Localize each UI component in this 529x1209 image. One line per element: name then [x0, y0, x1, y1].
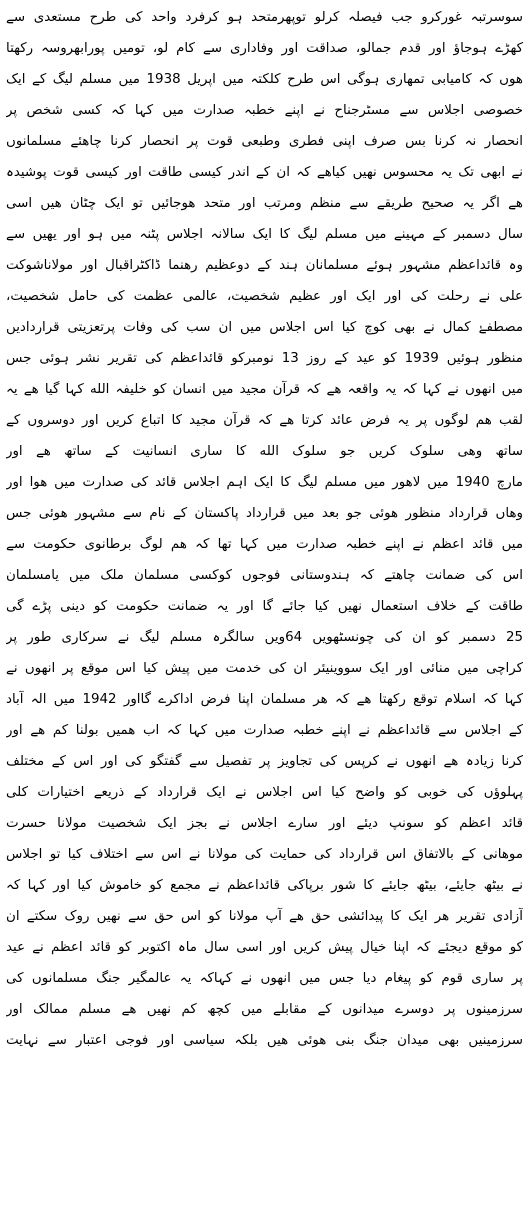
text-line: نے ابھی تک یہ محسوس نھیں کیاھے کہ ان کے اندر کیسی طاقت اور کیسی قوت پوشیدہ [6, 165, 523, 180]
text-line: وہ قائداعظم مشہور ہوئے مسلمانان ہند کے دوعظیم رھنما ڈاکٹراقبال اور مولاناشوکت [6, 258, 523, 273]
text-line: آزادی تقریر ھر ایک کا پیدائشی حق ھے آپ مولانا کو اس حق سے نھیں روک سکتے ان [6, 909, 523, 924]
text-line: موھانی کے بالاتفاق اس قرارداد کی حمایت کی مولانا نے اس سے اختلاف کیا تو اجلاس [6, 847, 523, 862]
text-line: کراچی میں منائی اور ایک سووینیئر ان کی خدمت میں پیش کیا اس موقع پر انھوں نے [6, 661, 523, 676]
text-line: ساتھ وھی سلوک کریں جو سلوک الله کا ساری انسانیت کے ساتھ ھے اور [6, 444, 523, 459]
text-line: نے بیٹھ جایئے، بیٹھ جایئے کا شور برپاکی قائداعظم نے مجمع کو خاموش کیا اور کہا کہ [6, 878, 523, 893]
text-line: کو موقع دیجئے کہ اپنا خیال پیش کریں اور اسی سال ماہ اکتوبر کو قائد اعظم نے عید [6, 940, 523, 955]
text-line: مارچ 1940 میں لاھور میں مسلم لیگ کا ایک اہم اجلاس قائد کی صدارت میں ھوا اور [6, 475, 523, 490]
text-line: کرنا زیادہ ھے انھوں نے کرپس کی تجاویز پر تفصیل سے گفتگو کی اور اس کے مختلف [6, 754, 523, 769]
text-line: طاقت کے خلاف استعمال نھیں کیا جائے گا اور یہ ضمانت حکومت کو دینی پڑے گی [6, 599, 523, 614]
text-line: خصوصی اجلاس سے مسٹرجناح نے اپنے خطبہ صدارت میں کہا کہ کسی شخص پر [6, 103, 523, 118]
text-line: پر ساری قوم کو پیغام دیا جس میں انھوں نے کہاکہ یہ عالمگیر جنگ مسلمانوں کی [6, 971, 523, 986]
text-line: وھاں قرارداد منظور ھوئی جو بعد میں قرارداد پاکستان کے نام سے مشہور ھوئی جس [6, 506, 523, 521]
text-line: میں انھوں نے کہا کہ یہ واقعہ ھے کہ قرآن مجید میں انسان کو خلیفہ الله کہا گیا ھے یہ [6, 382, 523, 397]
text-line: ھوں کہ کامیابی تمھاری ہوگی اس طرح کلکتہ میں اپریل 1938 میں مسلم لیگ کے ایک [6, 72, 523, 87]
text-line: کہا کہ اسلام توقع رکھتا ھے کہ ھر مسلمان اپنا فرض اداکرے گااور 1942 میں الہ آباد [6, 692, 523, 707]
text-line: پہلوؤں کی خوبی کو واضح کیا اس اجلاس نے ایک قرارداد کے ذریعے اختیارات کلی [6, 785, 523, 800]
text-line: ھے اگر یہ صحیح طریقے سے منظم ومرتب اور متحد ھوجائیں تو ایک چٹان ھیں اسی [6, 196, 523, 211]
text-line: کھڑے ہوجاؤ اور قدم جمالو، صداقت اور وفاداری سے کام لو، تومیں پورابھروسہ رکھتا [6, 41, 523, 56]
text-line: علی نے رحلت کی اور ایک اور عظیم شخصیت، عالمی عظمت کی حامل شخصیت، [6, 289, 523, 304]
text-line: سوسرتبہ غورکرو جب فیصلہ کرلو توپھرمتحد ہو کرفرد واحد کی طرح مستعدی سے [6, 10, 523, 25]
text-line: سرزمینیں بھی میدان جنگ بنی ھوئی ھیں بلکہ سیاسی اور فوجی اعتبار سے نہایت [6, 1033, 523, 1048]
text-line: قائد اعظم کو سونپ دیئے اور سارے اجلاس نے بجز ایک شخصیت مولانا حسرت [6, 816, 523, 831]
text-line: میں قائد اعظم نے اپنے خطبہ صدارت میں کہا تھا کہ ھم لوگ برطانوی حکومت سے [6, 537, 523, 552]
text-line: سال دسمبر کے مہینے میں مسلم لیگ کا ایک سالانہ اجلاس پٹنہ میں ہو اور یھیں سے [6, 227, 523, 242]
text-line: مصطفےٰ کمال نے بھی کوچ کیا اس اجلاس میں ان سب کی وفات پرتعزیتی قراردادیں [6, 320, 523, 335]
text-line: 25 دسمبر کو ان کی چونسٹھویں 64ویں سالگرہ مسلم لیگ نے سرکاری طور پر [6, 630, 523, 645]
text-line: انحصار نہ کرنا بس صرف اپنی فطری وطبعی قوت پر انحصار کرنا چاھئے مسلمانوں [6, 134, 523, 149]
text-line: اس کی ضمانت چاھتے کہ ہندوستانی فوجوں کوکسی مسلمان ملک میں یامسلمان [6, 568, 523, 583]
text-line: سرزمینوں پر دوسرے میدانوں کے مقابلے میں کچھ کم نھیں ھے مسلم ممالک اور [6, 1002, 523, 1017]
text-line: کے اجلاس سے قائداعظم نے اپنے خطبہ صدارت میں کہا کہ اب ھمیں بولنا کم ھے اور [6, 723, 523, 738]
text-line: لقب ھم لوگوں پر یہ فرض عائد کرتا ھے کہ قرآن مجید کا اتباع کریں اور دوسروں کے [6, 413, 523, 428]
text-line: منظور ہوئیں 1939 کو عید کے روز 13 نومبرکو قائداعظم کی تقریر نشر ہوئی جس [6, 351, 523, 366]
